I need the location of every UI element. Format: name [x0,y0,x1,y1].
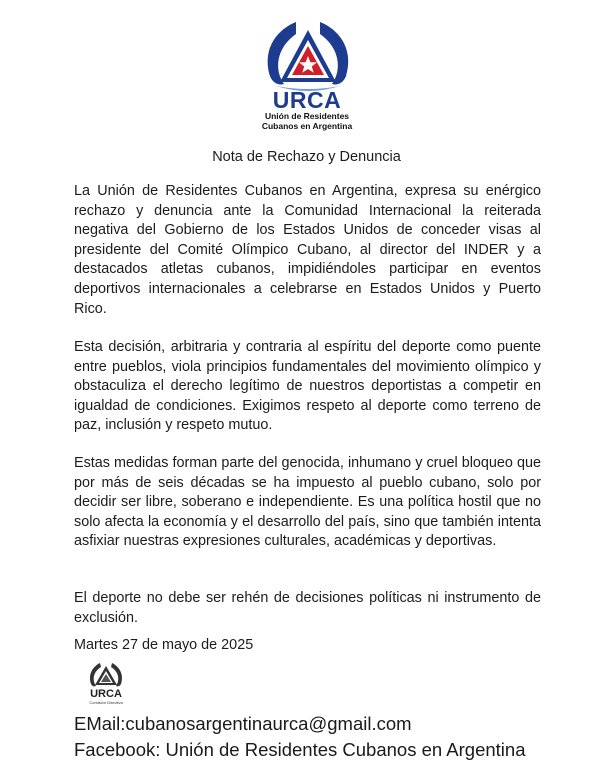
small-triangle-icon [86,660,126,690]
logo-name: URCA [272,87,342,113]
footer-logo-name: URCA [90,688,122,700]
paragraph-3: Estas medidas forman parte del genocida, inhumano y cruel bloqueo que por más de seis décadas se ha impuesto al pueblo cubano, solo por decidir ser libre, soberano e independiente. Es una política hostil que no solo afecta la economía y el desarrollo del país, sino que también intenta asfixiar nuestras expresiones culturales, académicas y deportivas. [74,455,541,550]
contact-email: EMail:cubanosargentinaurca@gmail.com [74,713,412,734]
footer-logo-subtitle: Comisión Directiva [89,700,123,705]
logo-subtitle-line-1: Unión de Residentes [264,111,350,121]
cuban-flag-triangle-icon [258,16,358,96]
paragraph-1: La Unión de Residentes Cubanos en Argentina, expresa su enérgico rechazo y denuncia ante la Comunidad Internacional la reiterada negativa del Gobierno de los Estados Unidos de conceder visas al presidente del Comité Olímpico Cubano, al director del INDER y a destacados atletas cubanos, impidiéndoles participar en eventos deportivos internacionales a celebrarse en Estados Unidos y Puerto Rico. [74,183,541,317]
document-title: Nota de Rechazo y Denuncia [212,149,401,165]
contact-facebook: Facebook: Unión de Residentes Cubanos en Argentina [74,739,526,760]
logo-subtitle [240,112,374,131]
logo-subtitle-line-2: Cubanos en Argentina [261,120,353,131]
paragraph-4: El deporte no debe ser rehén de decisiones políticas ni instrumento de exclusión. [74,590,541,626]
document-date: Martes 27 de mayo de 2025 [74,637,254,653]
paragraph-2: Esta decisión, arbitraria y contraria al espíritu del deporte como puente entre pueblos, viola principios fundamentales del movimiento olímpico y obstaculiza el derecho legítimo de nuestros deportistas a competir en igualdad de condiciones. Exigimos respeto al deporte como terreno de paz, inclusión y respeto mutuo. [74,339,541,434]
